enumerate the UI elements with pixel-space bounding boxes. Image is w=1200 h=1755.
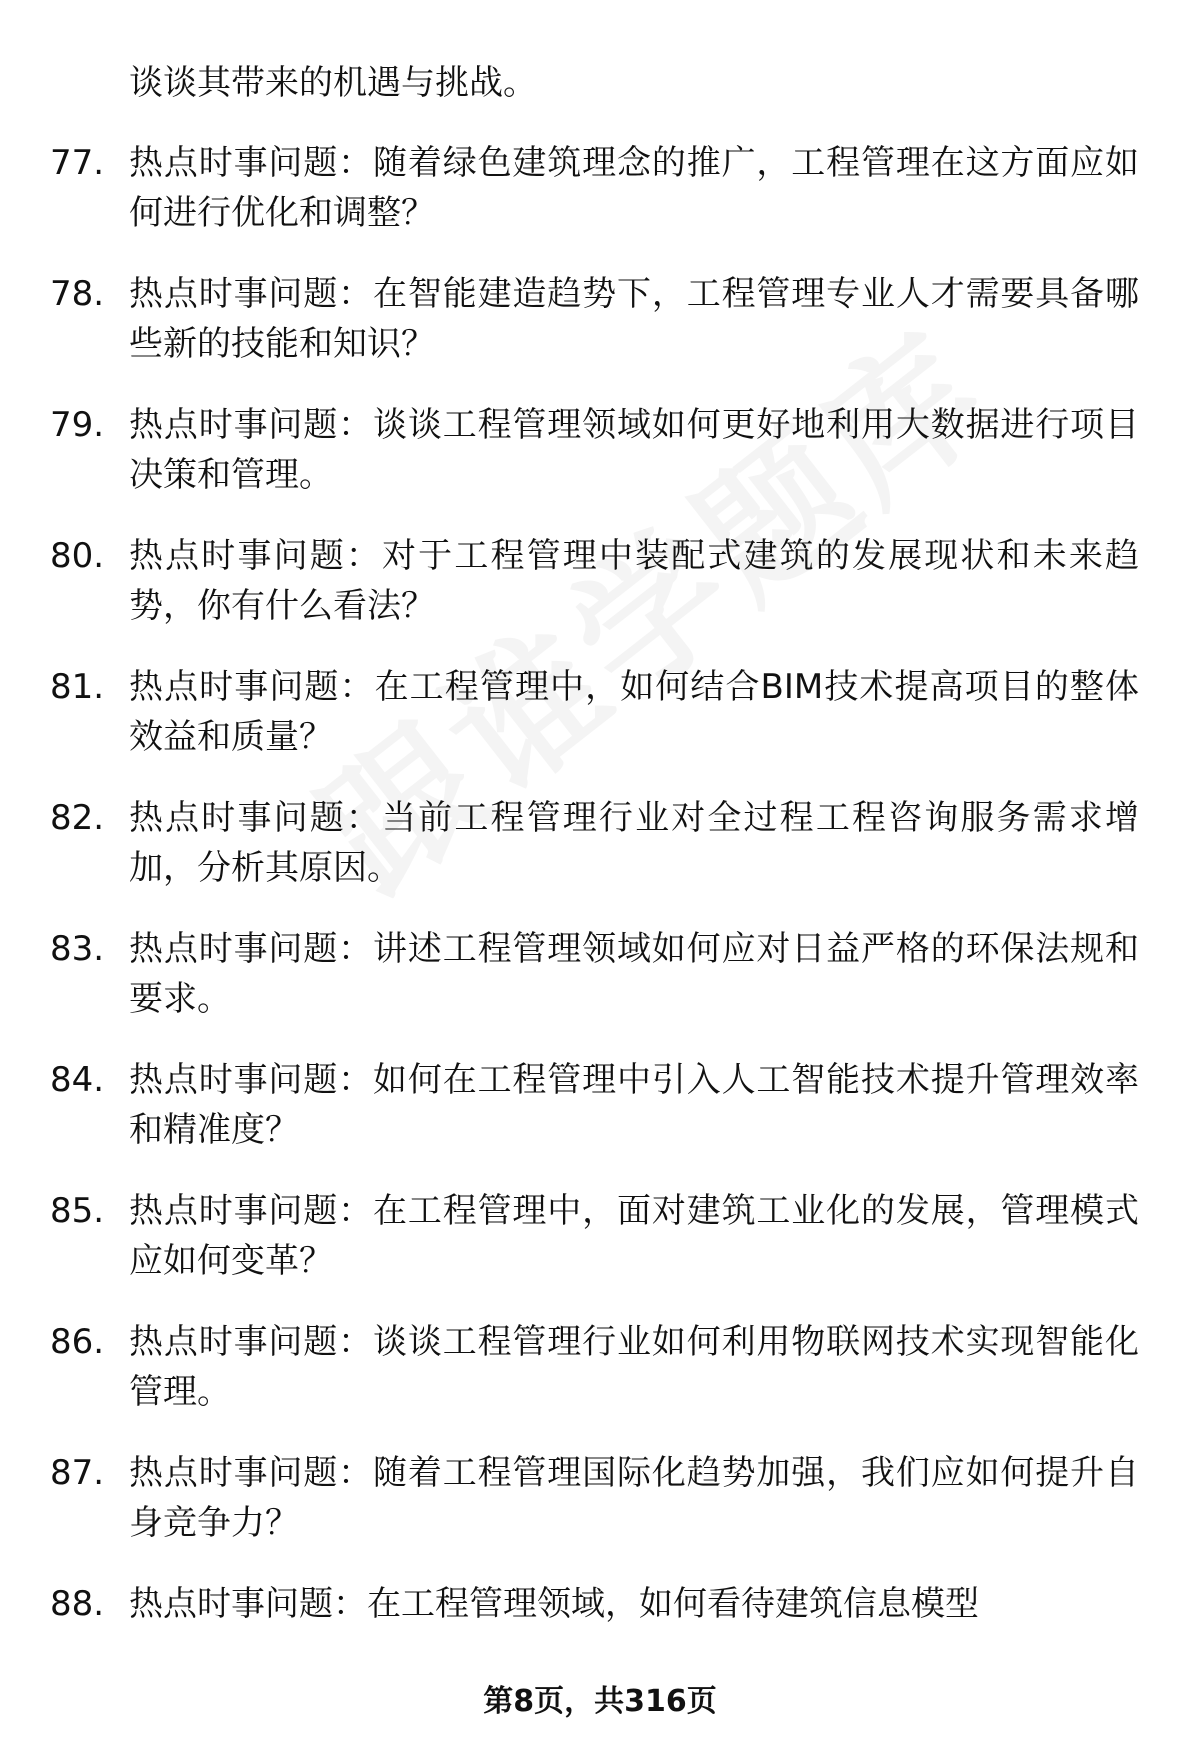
question-number: 87. — [50, 1453, 105, 1493]
question-item — [0, 138, 1200, 269]
question-item — [0, 1055, 1200, 1186]
question-text: 热点时事问题：在工程管理中，面对建筑工业化的发展，管理模式应如何变革？ — [129, 1191, 1139, 1281]
question-number: 81. — [50, 667, 105, 707]
question-number: 84. — [50, 1060, 105, 1100]
page-footer: 第8页，共316页 — [483, 1684, 717, 1719]
question-item — [0, 793, 1200, 924]
question-number: 86. — [50, 1322, 105, 1362]
question-number: 80. — [50, 536, 105, 576]
question-text: 热点时事问题：当前工程管理行业对全过程工程咨询服务需求增加，分析其原因。 — [129, 798, 1139, 888]
question-number: 85. — [50, 1191, 105, 1231]
question-item — [0, 1186, 1200, 1317]
question-item — [0, 531, 1200, 662]
question-text: 热点时事问题：对于工程管理中装配式建筑的发展现状和未来趋势，你有什么看法？ — [129, 536, 1139, 626]
question-text: 热点时事问题：如何在工程管理中引入人工智能技术提升管理效率和精准度？ — [129, 1060, 1139, 1150]
question-text: 热点时事问题：随着绿色建筑理念的推广，工程管理在这方面应如何进行优化和调整？ — [129, 143, 1139, 233]
question-list — [0, 138, 1200, 1710]
continuation-text: 谈谈其带来的机遇与挑战。 — [129, 63, 537, 103]
question-item — [0, 1317, 1200, 1448]
question-text: 热点时事问题：讲述工程管理领域如何应对日益严格的环保法规和要求。 — [129, 929, 1139, 1019]
question-item — [0, 924, 1200, 1055]
question-text: 热点时事问题：谈谈工程管理行业如何利用物联网技术实现智能化管理。 — [129, 1322, 1139, 1412]
question-text: 热点时事问题：随着工程管理国际化趋势加强，我们应如何提升自身竞争力？ — [129, 1453, 1139, 1543]
question-item — [0, 662, 1200, 793]
question-text: 热点时事问题：在工程管理领域，如何看待建筑信息模型 — [129, 1584, 979, 1624]
question-text: 热点时事问题：谈谈工程管理领域如何更好地利用大数据进行项目决策和管理。 — [129, 405, 1139, 495]
question-text: 热点时事问题：在工程管理中，如何结合BIM技术提高项目的整体效益和质量？ — [129, 667, 1139, 757]
question-item — [0, 1448, 1200, 1579]
question-text: 热点时事问题：在智能建造趋势下，工程管理专业人才需要具备哪些新的技能和知识？ — [129, 274, 1139, 364]
question-number: 77. — [50, 143, 105, 183]
question-number: 78. — [50, 274, 105, 314]
question-number: 83. — [50, 929, 105, 969]
question-item — [0, 400, 1200, 531]
question-number: 79. — [50, 405, 105, 445]
question-number: 82. — [50, 798, 105, 838]
question-item — [0, 269, 1200, 400]
question-number: 88. — [50, 1584, 105, 1624]
